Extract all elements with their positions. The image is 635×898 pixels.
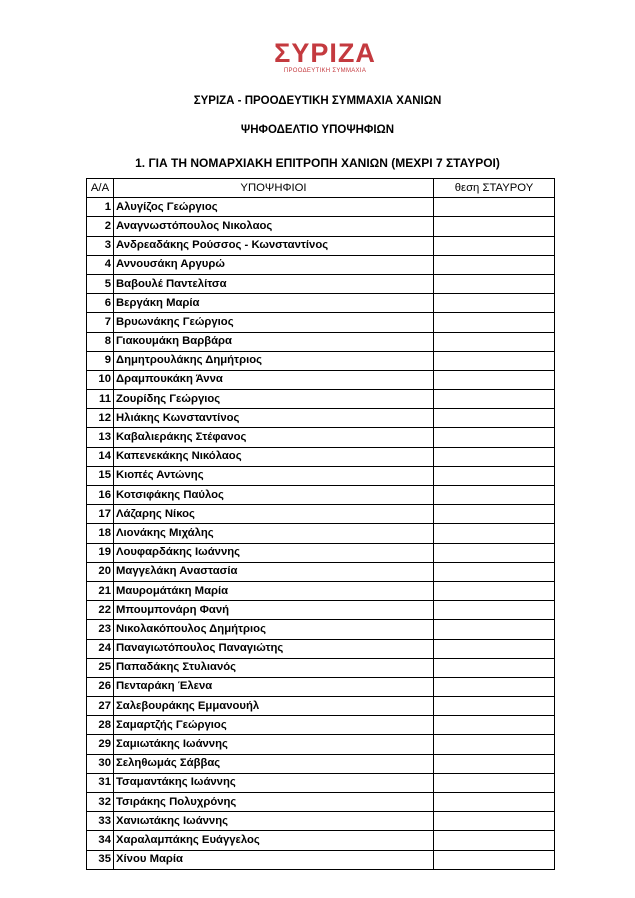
candidate-name: Σαμιωτάκης Ιωάννης — [114, 735, 434, 754]
candidate-name: Βρυωνάκης Γεώργιος — [114, 313, 434, 332]
cross-position-cell[interactable] — [434, 217, 555, 236]
table-row — [87, 620, 555, 639]
cross-position-cell[interactable] — [434, 428, 555, 447]
cross-position-cell[interactable] — [434, 255, 555, 274]
cross-position-cell[interactable] — [434, 390, 555, 409]
table-row — [87, 831, 555, 850]
candidate-name: Ηλιάκης Κωνσταντίνος — [114, 409, 434, 428]
cross-position-cell[interactable] — [434, 198, 555, 217]
table-header-row — [87, 179, 555, 198]
document-subtitle: ΨΗΦΟΔΕΛΤΙΟ ΥΠΟΨΗΦΙΩΝ — [240, 124, 395, 136]
candidate-name: Ανδρεαδάκης Ρούσσος - Κωνσταντίνος — [114, 236, 434, 255]
candidate-name: Παναγιωτόπουλος Παναγιώτης — [114, 639, 434, 658]
cross-position-cell[interactable] — [434, 812, 555, 831]
logo-wordmark: ΣΥΡΙΖΑ — [274, 38, 376, 68]
table-row — [87, 274, 555, 293]
cross-position-cell[interactable] — [434, 236, 555, 255]
candidate-number: 27 — [87, 697, 114, 716]
cross-position-cell[interactable] — [434, 466, 555, 485]
candidate-name: Βαβουλέ Παντελίτσα — [114, 274, 434, 293]
table-row — [87, 581, 555, 600]
candidate-number: 25 — [87, 658, 114, 677]
candidate-number: 4 — [87, 255, 114, 274]
cross-position-cell[interactable] — [434, 831, 555, 850]
candidate-number: 13 — [87, 428, 114, 447]
cross-position-cell[interactable] — [434, 274, 555, 293]
candidate-number: 1 — [87, 198, 114, 217]
cross-position-cell[interactable] — [434, 601, 555, 620]
candidate-number: 3 — [87, 236, 114, 255]
table-row — [87, 812, 555, 831]
table-row — [87, 466, 555, 485]
cross-position-cell[interactable] — [434, 505, 555, 524]
candidate-number: 5 — [87, 274, 114, 293]
table-row — [87, 236, 555, 255]
table-row — [87, 639, 555, 658]
candidate-name: Αννουσάκη Αργυρώ — [114, 255, 434, 274]
table-row — [87, 332, 555, 351]
candidate-number: 18 — [87, 524, 114, 543]
candidate-number: 16 — [87, 486, 114, 505]
cross-position-cell[interactable] — [434, 524, 555, 543]
candidate-name: Λουφαρδάκης Ιωάννης — [114, 543, 434, 562]
candidate-number: 23 — [87, 620, 114, 639]
table-row — [87, 505, 555, 524]
cross-position-cell[interactable] — [434, 370, 555, 389]
candidate-number: 9 — [87, 351, 114, 370]
cross-position-cell[interactable] — [434, 486, 555, 505]
candidate-name: Κοτσιφάκης Παύλος — [114, 486, 434, 505]
table-row — [87, 677, 555, 696]
table-row — [87, 543, 555, 562]
table-row — [87, 850, 555, 869]
cross-position-cell[interactable] — [434, 773, 555, 792]
candidate-name: Ζουρίδης Γεώργιος — [114, 390, 434, 409]
candidate-name: Μπουμπονάρη Φανή — [114, 601, 434, 620]
cross-position-cell[interactable] — [434, 409, 555, 428]
candidate-number: 15 — [87, 466, 114, 485]
candidate-name: Χανιωτάκης Ιωάννης — [114, 812, 434, 831]
cross-position-cell[interactable] — [434, 581, 555, 600]
candidate-name: Σεληθωμάς Σάββας — [114, 754, 434, 773]
cross-position-cell[interactable] — [434, 677, 555, 696]
table-row — [87, 409, 555, 428]
candidate-name: Αναγνωστόπουλος Νικολαος — [114, 217, 434, 236]
cross-position-cell[interactable] — [434, 793, 555, 812]
candidates-table — [86, 178, 555, 870]
table-row — [87, 562, 555, 581]
candidate-name: Γιακουμάκη Βαρβάρα — [114, 332, 434, 351]
candidate-number: 11 — [87, 390, 114, 409]
cross-position-cell[interactable] — [434, 332, 555, 351]
table-row — [87, 697, 555, 716]
document-title: ΣΥΡΙΖΑ - ΠΡΟΟΔΕΥΤΙΚΗ ΣΥΜΜΑΧΙΑ ΧΑΝΙΩΝ — [193, 95, 442, 107]
table-row — [87, 428, 555, 447]
cross-position-cell[interactable] — [434, 735, 555, 754]
candidate-number: 30 — [87, 754, 114, 773]
header-number: Α/Α — [87, 179, 114, 198]
candidate-number: 34 — [87, 831, 114, 850]
candidate-name: Λάζαρης Νίκος — [114, 505, 434, 524]
header-candidates: ΥΠΟΨΗΦΙΟΙ — [114, 179, 434, 198]
cross-position-cell[interactable] — [434, 658, 555, 677]
candidate-number: 22 — [87, 601, 114, 620]
candidate-number: 12 — [87, 409, 114, 428]
table-row — [87, 198, 555, 217]
table-row — [87, 601, 555, 620]
candidate-name: Παπαδάκης Στυλιανός — [114, 658, 434, 677]
candidate-number: 24 — [87, 639, 114, 658]
candidate-name: Δημητρουλάκης Δημήτριος — [114, 351, 434, 370]
table-row — [87, 486, 555, 505]
candidate-name: Χίνου Μαρία — [114, 850, 434, 869]
table-row — [87, 658, 555, 677]
candidate-number: 33 — [87, 812, 114, 831]
cross-position-cell[interactable] — [434, 294, 555, 313]
table-row — [87, 217, 555, 236]
candidate-number: 14 — [87, 447, 114, 466]
table-row — [87, 390, 555, 409]
table-row — [87, 793, 555, 812]
candidate-name: Δραμπουκάκη Άννα — [114, 370, 434, 389]
table-row — [87, 370, 555, 389]
candidate-number: 21 — [87, 581, 114, 600]
candidate-name: Τσιράκης Πολυχρόνης — [114, 793, 434, 812]
cross-position-cell[interactable] — [434, 447, 555, 466]
candidate-name: Καπενεκάκης Νικόλαος — [114, 447, 434, 466]
table-row — [87, 716, 555, 735]
cross-position-cell[interactable] — [434, 754, 555, 773]
cross-position-cell[interactable] — [434, 351, 555, 370]
candidate-name: Χαραλαμπάκης Ευάγγελος — [114, 831, 434, 850]
table-row — [87, 735, 555, 754]
section-title: 1. ΓΙΑ ΤΗ ΝΟΜΑΡΧΙΑΚΗ ΕΠΙΤΡΟΠΗ ΧΑΝΙΩΝ (ΜΕΧΡΙ 7 ΣΤΑΥΡΟΙ) — [135, 156, 500, 170]
table-row — [87, 447, 555, 466]
candidate-number: 32 — [87, 793, 114, 812]
candidate-name: Νικολακόπουλος Δημήτριος — [114, 620, 434, 639]
table-row — [87, 294, 555, 313]
candidate-name: Σαλεβουράκης Εμμανουήλ — [114, 697, 434, 716]
table-row — [87, 524, 555, 543]
candidate-name: Καβαλιεράκης Στέφανος — [114, 428, 434, 447]
candidate-name: Λιονάκης Μιχάλης — [114, 524, 434, 543]
table-row — [87, 351, 555, 370]
candidate-number: 29 — [87, 735, 114, 754]
header-cross-position: θεση ΣΤΑΥΡΟΥ — [434, 179, 555, 198]
candidate-number: 26 — [87, 677, 114, 696]
candidate-name: Μαγγελάκη Αναστασία — [114, 562, 434, 581]
candidate-number: 7 — [87, 313, 114, 332]
cross-position-cell[interactable] — [434, 313, 555, 332]
candidate-number: 17 — [87, 505, 114, 524]
candidate-number: 2 — [87, 217, 114, 236]
table-row — [87, 754, 555, 773]
cross-position-cell[interactable] — [434, 639, 555, 658]
candidate-number: 8 — [87, 332, 114, 351]
candidate-number: 6 — [87, 294, 114, 313]
cross-position-cell[interactable] — [434, 562, 555, 581]
candidate-name: Σαμαρτζής Γεώργιος — [114, 716, 434, 735]
candidate-name: Κιοπές Αντώνης — [114, 466, 434, 485]
table-row — [87, 773, 555, 792]
cross-position-cell[interactable] — [434, 850, 555, 869]
candidate-number: 20 — [87, 562, 114, 581]
cross-position-cell[interactable] — [434, 697, 555, 716]
table-row — [87, 255, 555, 274]
table-row — [87, 313, 555, 332]
candidate-number: 35 — [87, 850, 114, 869]
candidate-name: Αλυγίζος Γεώργιος — [114, 198, 434, 217]
candidate-number: 19 — [87, 543, 114, 562]
logo-tagline: ΠΡΟΟΔΕΥΤΙΚΗ ΣΥΜΜΑΧΙΑ — [283, 68, 367, 74]
candidate-number: 28 — [87, 716, 114, 735]
candidate-number: 10 — [87, 370, 114, 389]
candidate-name: Μαυρομάτάκη Μαρία — [114, 581, 434, 600]
candidate-name: Πενταράκη Έλενα — [114, 677, 434, 696]
cross-position-cell[interactable] — [434, 716, 555, 735]
party-logo — [260, 38, 390, 80]
candidate-name: Τσαμαντάκης Ιωάννης — [114, 773, 434, 792]
candidate-name: Βεργάκη Μαρία — [114, 294, 434, 313]
candidate-number: 31 — [87, 773, 114, 792]
cross-position-cell[interactable] — [434, 543, 555, 562]
cross-position-cell[interactable] — [434, 620, 555, 639]
